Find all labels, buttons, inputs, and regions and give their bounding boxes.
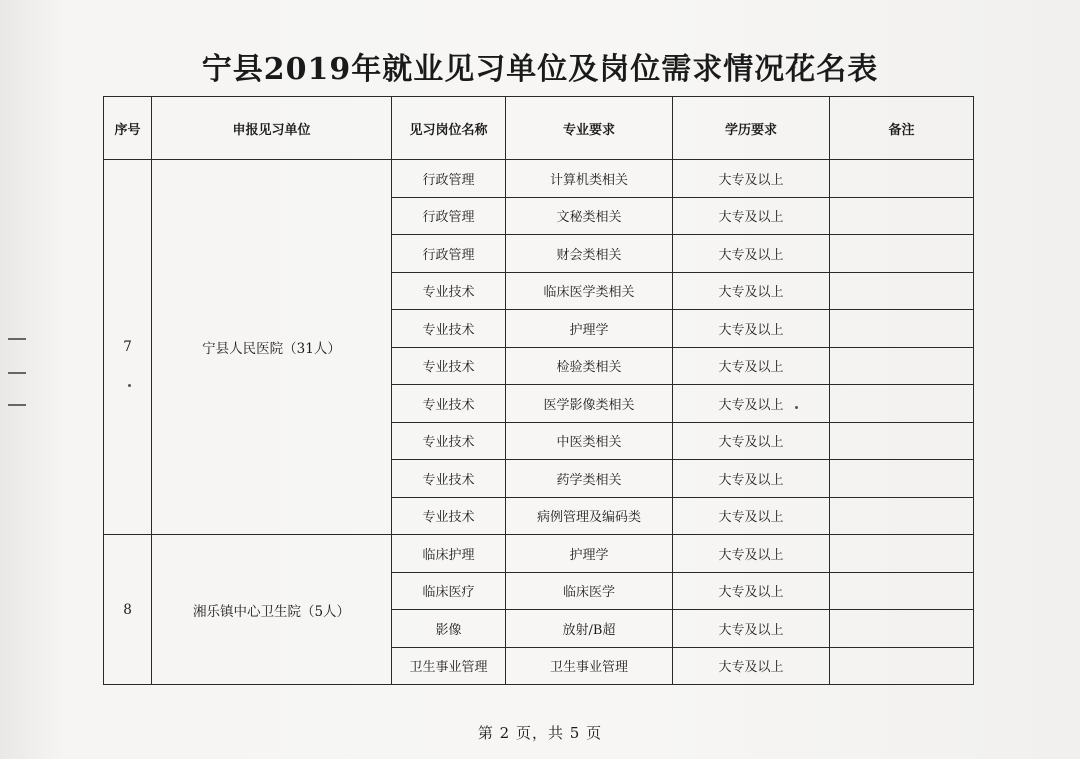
education-cell: 大专及以上 (673, 272, 830, 310)
position-cell: 卫生事业管理 (392, 647, 506, 685)
major-cell: 病例管理及编码类 (506, 497, 673, 535)
education-cell: 大专及以上 (673, 572, 830, 610)
major-cell: 卫生事业管理 (506, 647, 673, 685)
header-unit: 申报见习单位 (152, 97, 392, 160)
major-cell: 文秘类相关 (506, 197, 673, 235)
major-cell: 护理学 (506, 310, 673, 348)
seq-cell: 8 (104, 535, 152, 685)
position-cell: 专业技术 (392, 497, 506, 535)
margin-mark (8, 404, 26, 406)
major-cell: 中医类相关 (506, 422, 673, 460)
header-education: 学历要求 (673, 97, 830, 160)
header-row (104, 97, 974, 160)
unit-cell: 宁县人民医院（31人） (152, 160, 392, 535)
margin-mark (8, 372, 26, 374)
education-cell: 大专及以上 (673, 235, 830, 273)
job-table (103, 96, 974, 685)
position-cell: 专业技术 (392, 385, 506, 423)
remark-cell (830, 422, 974, 460)
margin-mark (8, 338, 26, 340)
position-cell: 专业技术 (392, 422, 506, 460)
major-cell: 计算机类相关 (506, 160, 673, 198)
education-cell: 大专及以上 (673, 497, 830, 535)
remark-cell (830, 160, 974, 198)
education-cell: 大专及以上 (673, 160, 830, 198)
header-position: 见习岗位名称 (392, 97, 506, 160)
position-cell: 专业技术 (392, 460, 506, 498)
education-cell: 大专及以上 (673, 347, 830, 385)
remark-cell (830, 460, 974, 498)
remark-cell (830, 647, 974, 685)
major-cell: 临床医学 (506, 572, 673, 610)
education-cell: 大专及以上 (673, 535, 830, 573)
major-cell: 药学类相关 (506, 460, 673, 498)
education-cell: 大专及以上 (673, 422, 830, 460)
major-cell: 财会类相关 (506, 235, 673, 273)
remark-cell (830, 197, 974, 235)
table-row (104, 535, 974, 573)
table-body (104, 160, 974, 685)
remark-cell (830, 610, 974, 648)
remark-cell (830, 310, 974, 348)
header-remark: 备注 (830, 97, 974, 160)
position-cell: 行政管理 (392, 197, 506, 235)
education-cell: 大专及以上 (673, 197, 830, 235)
table-row (104, 160, 974, 198)
remark-cell (830, 235, 974, 273)
position-cell: 临床护理 (392, 535, 506, 573)
header-major: 专业要求 (506, 97, 673, 160)
page-title: 宁县2019年就业见习单位及岗位需求情况花名表 (201, 52, 879, 87)
major-cell: 医学影像类相关 (506, 385, 673, 423)
education-cell: 大专及以上 (673, 385, 830, 423)
header-seq: 序号 (104, 97, 152, 160)
position-cell: 行政管理 (392, 235, 506, 273)
remark-cell (830, 385, 974, 423)
position-cell: 临床医疗 (392, 572, 506, 610)
remark-cell (830, 272, 974, 310)
remark-cell (830, 535, 974, 573)
major-cell: 检验类相关 (506, 347, 673, 385)
position-cell: 专业技术 (392, 272, 506, 310)
major-cell: 放射/B超 (506, 610, 673, 648)
position-cell: 行政管理 (392, 160, 506, 198)
education-cell: 大专及以上 (673, 460, 830, 498)
major-cell: 护理学 (506, 535, 673, 573)
education-cell: 大专及以上 (673, 310, 830, 348)
major-cell: 临床医学类相关 (506, 272, 673, 310)
education-cell: 大专及以上 (673, 647, 830, 685)
position-cell: 专业技术 (392, 347, 506, 385)
remark-cell (830, 572, 974, 610)
page-footer: 第 2 页，共 5 页 (477, 724, 603, 742)
position-cell: 影像 (392, 610, 506, 648)
education-cell: 大专及以上 (673, 610, 830, 648)
remark-cell (830, 347, 974, 385)
remark-cell (830, 497, 974, 535)
seq-cell: 7 (104, 160, 152, 535)
unit-cell: 湘乐镇中心卫生院（5人） (152, 535, 392, 685)
position-cell: 专业技术 (392, 310, 506, 348)
